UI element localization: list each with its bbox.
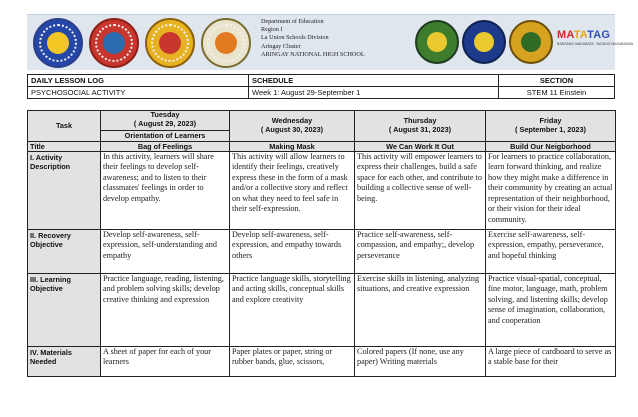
la-union-division-seal-icon <box>145 18 195 68</box>
day-date: ( August 31, 2023) <box>388 124 452 134</box>
table-row <box>28 229 616 273</box>
header-banner <box>27 14 634 70</box>
day-name: Thursday <box>403 116 437 126</box>
deped-seal-icon <box>33 18 83 68</box>
division-line: ARINGAY NATIONAL HIGH SCHOOL <box>261 50 365 58</box>
table-row <box>28 273 616 346</box>
lesson-info-table <box>27 74 615 99</box>
day-date: ( August 30, 2023) <box>260 124 324 134</box>
division-line: La Union Schools Division <box>261 34 329 42</box>
table-header-row <box>28 111 616 142</box>
day-header-friday <box>486 111 616 142</box>
section-value: STEM 11 Einstein <box>499 87 615 99</box>
table-row <box>28 151 616 229</box>
department-of-education-seal-icon <box>89 18 139 68</box>
task-header: Task <box>28 111 101 142</box>
day-header-wednesday <box>230 111 355 142</box>
partner-seal-1-icon <box>415 20 459 64</box>
title-cell: Build Our Neigborhood <box>486 141 616 151</box>
table-cell: A large piece of cardboard to serve as a stable base for their <box>486 346 616 376</box>
matatag-tagline: BANSANG MAKABATA · BATANG MAKABANSA <box>557 42 634 46</box>
table-cell: Practice self-awareness, self-compassion, and empathy;, develop perseverance <box>355 229 486 273</box>
title-cell: Making Mask <box>230 141 355 151</box>
division-line: Region I <box>261 26 283 34</box>
day-date: ( August 29, 2023) <box>133 118 197 128</box>
table-cell: Colored papers (If none, use any paper) Writing materials <box>355 346 486 376</box>
partner-seal-2-icon <box>462 20 506 64</box>
table-cell: A sheet of paper for each of your learners <box>101 346 230 376</box>
row-label: IV. Materials Needed <box>28 346 101 376</box>
section-label: SECTION <box>499 75 615 87</box>
day-name: Wednesday <box>271 116 313 126</box>
week-value: Week 1: August 29-September 1 <box>249 87 499 99</box>
table-cell: Practice visual-spatial, conceptual, fine motor, language, math, problem solving, and listening skills; develop sense of imagination, collaboration, and cooperation <box>486 273 616 346</box>
table-row <box>28 346 616 376</box>
title-cell: Bag of Feelings <box>101 141 230 151</box>
partner-seal-3-icon <box>509 20 553 64</box>
matatag-logo <box>557 29 634 55</box>
row-label: II. Recovery Objective <box>28 229 101 273</box>
daily-lesson-log-label: DAILY LESSON LOG <box>28 75 249 87</box>
table-cell: Develop self-awareness, self-expression, self-understanding and empathy <box>101 229 230 273</box>
matatag-wordmark: MATATAG <box>557 29 611 41</box>
title-row <box>28 141 616 151</box>
title-cell: We Can Work It Out <box>355 141 486 151</box>
title-label: Title <box>28 141 101 151</box>
table-cell: Paper plates or paper, string or rubber bands, glue, scissors, <box>230 346 355 376</box>
division-line: Department of Education <box>261 18 324 25</box>
day-header-thursday <box>355 111 486 142</box>
table-cell: Practice language skills, storytelling and acting skills, conceptual skills and explore creativity <box>230 273 355 346</box>
school-seal-icon <box>201 18 251 68</box>
row-label: I. Activity Description <box>28 151 101 229</box>
day-header-tuesday <box>101 111 230 142</box>
day-subtitle: Orientation of Learners <box>101 130 229 141</box>
table-cell: In this activity, learners will share their feelings to develop self-awareness; and to listen to their classmates' feelings in order to develop empathy. <box>101 151 230 229</box>
subject-value: PSYCHOSOCIAL ACTIVITY <box>28 87 249 99</box>
table-cell: This activity will empower learners to express their challenges, build a safe space for each other, and contribute to building a collective sense of well-being. <box>355 151 486 229</box>
table-cell: Practice language, reading, listening, and problem solving skills; develop creative thinking and expression <box>101 273 230 346</box>
division-info <box>261 18 365 59</box>
division-line: Aringay Cluster <box>261 42 301 50</box>
table-cell: For learners to practice collaboration, learn forward thinking, and realize how they might make a difference in their community by creating an actual representation of their neighborhood, or their vision for their ideal community. <box>486 151 616 229</box>
day-date: ( September 1, 2023) <box>515 124 586 134</box>
schedule-label: SCHEDULE <box>249 75 499 87</box>
table-cell: Exercise skills in listening, analyzing situations, and creative expression <box>355 273 486 346</box>
day-name: Tuesday <box>150 110 180 119</box>
table-cell: This activity will allow learners to identify their feelings, creatively express these in the form of a mask and/or a collective story and reflect on what they need to feel safe in their self-expression. <box>230 151 355 229</box>
day-name: Friday <box>539 116 562 126</box>
table-cell: Exercise self-awareness, self-expression, empathy, perseverance, and hopeful thinking <box>486 229 616 273</box>
schedule-table <box>27 110 616 377</box>
row-label: III. Learning Objective <box>28 273 101 346</box>
table-cell: Develop self-awareness, self-expression, and empathy towards others <box>230 229 355 273</box>
